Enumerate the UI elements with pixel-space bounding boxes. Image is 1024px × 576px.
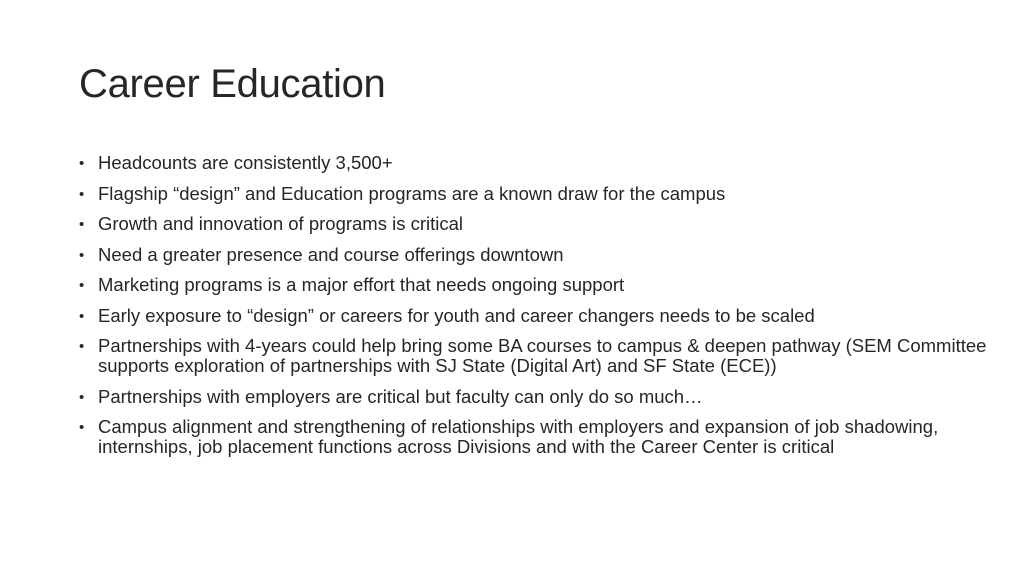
bullet-dot-icon: •: [79, 307, 85, 325]
bullet-item: [79, 417, 1009, 457]
bullet-text: Early exposure to “design” or careers for youth and career changers needs to be scaled: [98, 304, 815, 326]
bullet-text: Flagship “design” and Education programs are a known draw for the campus: [98, 182, 726, 204]
bullet-text: Need a greater presence and course offerings downtown: [98, 243, 564, 265]
bullet-text: Campus alignment and strengthening of relationships with employers and expansion of job shadowing, internships, job placement functions across Divisions and with the Career Center is critical: [98, 416, 939, 457]
bullet-item: [79, 275, 1009, 295]
bullet-text: Partnerships with 4-years could help bring some BA courses to campus & deepen pathway (SEM Committee supports exploration of partnerships with SJ State (Digital Art) and SF State (ECE)): [98, 335, 987, 376]
bullet-item: [79, 214, 1009, 234]
bullet-item: [79, 245, 1009, 265]
bullet-item: [79, 153, 1009, 173]
bullet-text: Partnerships with employers are critical but faculty can only do so much…: [98, 385, 703, 407]
bullet-dot-icon: •: [79, 277, 85, 294]
bullet-dot-icon: •: [79, 388, 85, 406]
bullet-text: Growth and innovation of programs is critical: [98, 213, 464, 234]
bullet-item: [79, 387, 1009, 407]
bullet-text: Marketing programs is a major effort that needs ongoing support: [98, 274, 625, 295]
bullet-dot-icon: •: [79, 419, 85, 436]
bullet-item: [79, 336, 1009, 376]
bullet-dot-icon: •: [79, 155, 85, 172]
bullet-dot-icon: •: [79, 338, 85, 355]
bullet-text: Headcounts are consistently 3,500+: [98, 152, 393, 173]
bullet-list: [79, 153, 1009, 468]
bullet-dot-icon: •: [79, 246, 85, 264]
bullet-dot-icon: •: [79, 185, 85, 203]
bullet-item: [79, 306, 1009, 326]
slide-title: Career Education: [79, 62, 386, 106]
bullet-item: [79, 184, 1009, 204]
bullet-dot-icon: •: [79, 216, 85, 233]
